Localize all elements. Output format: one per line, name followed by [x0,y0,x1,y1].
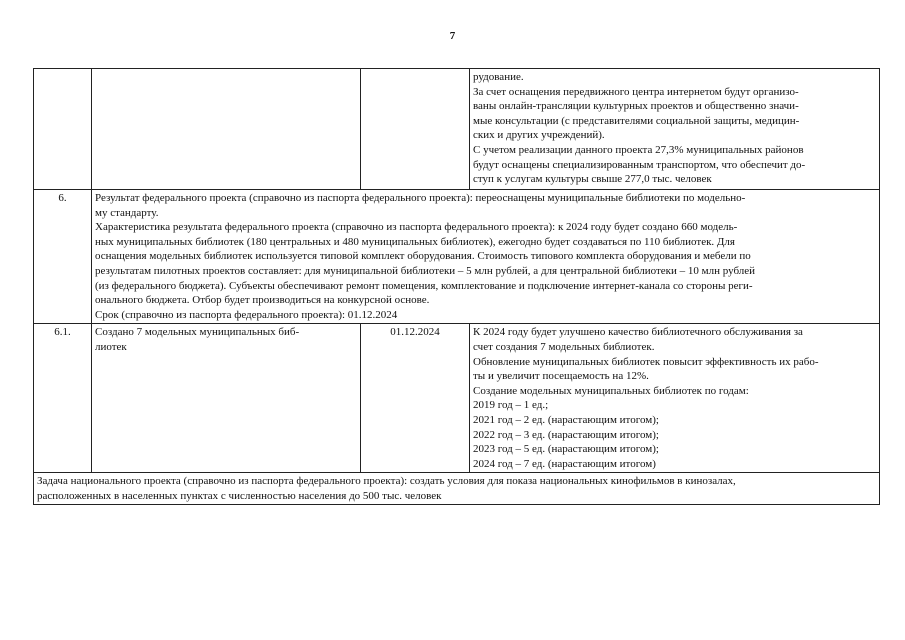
table-row-result-6-1 [34,324,880,473]
text-line: онального бюджета. Отбор будет производиться на конкурсной основе. [95,294,430,307]
cell-result-name [92,69,361,190]
cell-result-name [92,324,361,473]
text-line: ты и увеличит посещаемость на 12%. [473,370,649,383]
project-table [33,68,880,505]
text-line: рудование. [473,71,524,83]
cell-deadline: 01.12.2024 [361,324,470,473]
cell-description [470,69,880,190]
cell-description [470,324,880,473]
text-line: 2021 год – 2 ед. (нарастающим итогом); [473,413,659,426]
text-line: 2022 год – 3 ед. (нарастающим итогом); [473,428,659,441]
text-line: ступ к услугам культуры свыше 277,0 тыс. человек [473,173,712,186]
table-row-continuation [34,69,880,190]
text-line: Срок (справочно из паспорта федерального проекта): 01.12.2024 [95,308,398,321]
cell-number: 6.1. [34,324,92,473]
text-line: Создание модельных муниципальных библиотек по годам: [473,384,749,397]
text-line: ских и других учреждений). [473,129,605,142]
cell-number: 6. [34,190,92,324]
page-number: 7 [449,30,456,42]
text-line: мые консультации (с представителями социальной защиты, медицин- [473,114,800,127]
text-line: Обновление муниципальных библиотек повысит эффективность их рабо- [473,355,819,368]
cell-result-federal [92,190,880,324]
text-line: (из федерального бюджета). Субъекты обеспечивают ремонт помещения, комплектование и подключение интернет-канала со стороны реги- [95,279,753,292]
cell-deadline [361,69,470,190]
text-line: Создано 7 модельных муниципальных биб- [95,326,300,339]
text-line: К 2024 году будет улучшено качество библиотечного обслуживания за [473,326,803,339]
text-line: му стандарту. [95,206,159,219]
text-line: оснащения модельных библиотек используется типовой комплект оборудования. Стоимость типового комплекта оборудования и мебели по [95,250,751,263]
text-line: Результат федерального проекта (справочно из паспорта федерального проекта): переоснащены муниципальные библиотеки по модельно- [95,192,746,204]
text-line: лиотек [95,340,127,353]
text-line: 2019 год – 1 ед.; [473,399,549,412]
text-line: 2023 год – 5 ед. (нарастающим итогом); [473,443,659,456]
text-line: будут оснащены специализированным транспортом, что обеспечит до- [473,158,806,171]
text-line: ваны онлайн-трансляции культурных проектов и общественно значи- [473,100,799,113]
text-line: расположенных в населенных пунктах с численностью населения до 500 тыс. человек [37,489,442,502]
text-line: За счет оснащения передвижного центра интернетом будут организо- [473,85,799,98]
cell-number [34,69,92,190]
cell-national-task [34,473,880,505]
text-line: результатам пилотных проектов составляет: для муниципальной библиотеки – 5 млн рублей, а для центральной библиотеки – 10 млн рублей [95,264,756,277]
text-line: 2024 год – 7 ед. (нарастающим итогом) [473,457,656,470]
text-line: С учетом реализации данного проекта 27,3% муниципальных районов [473,143,804,156]
text-line: Задача национального проекта (справочно из паспорта федерального проекта): создать условия для показа национальных кинофильмов в кинозалах, [37,475,736,488]
table-row-result-6 [34,190,880,324]
text-line: ных муниципальных библиотек (180 центральных и 480 муниципальных библиотек), ежегодно будет создаваться по 110 библиотек. Для [95,235,735,248]
text-line: счет создания 7 модельных библиотек. [473,340,655,353]
text-line: Характеристика результата федерального проекта (справочно из паспорта федерального проекта): к 2024 году будет создано 660 модель- [95,221,738,234]
table-row-national-task [34,473,880,505]
